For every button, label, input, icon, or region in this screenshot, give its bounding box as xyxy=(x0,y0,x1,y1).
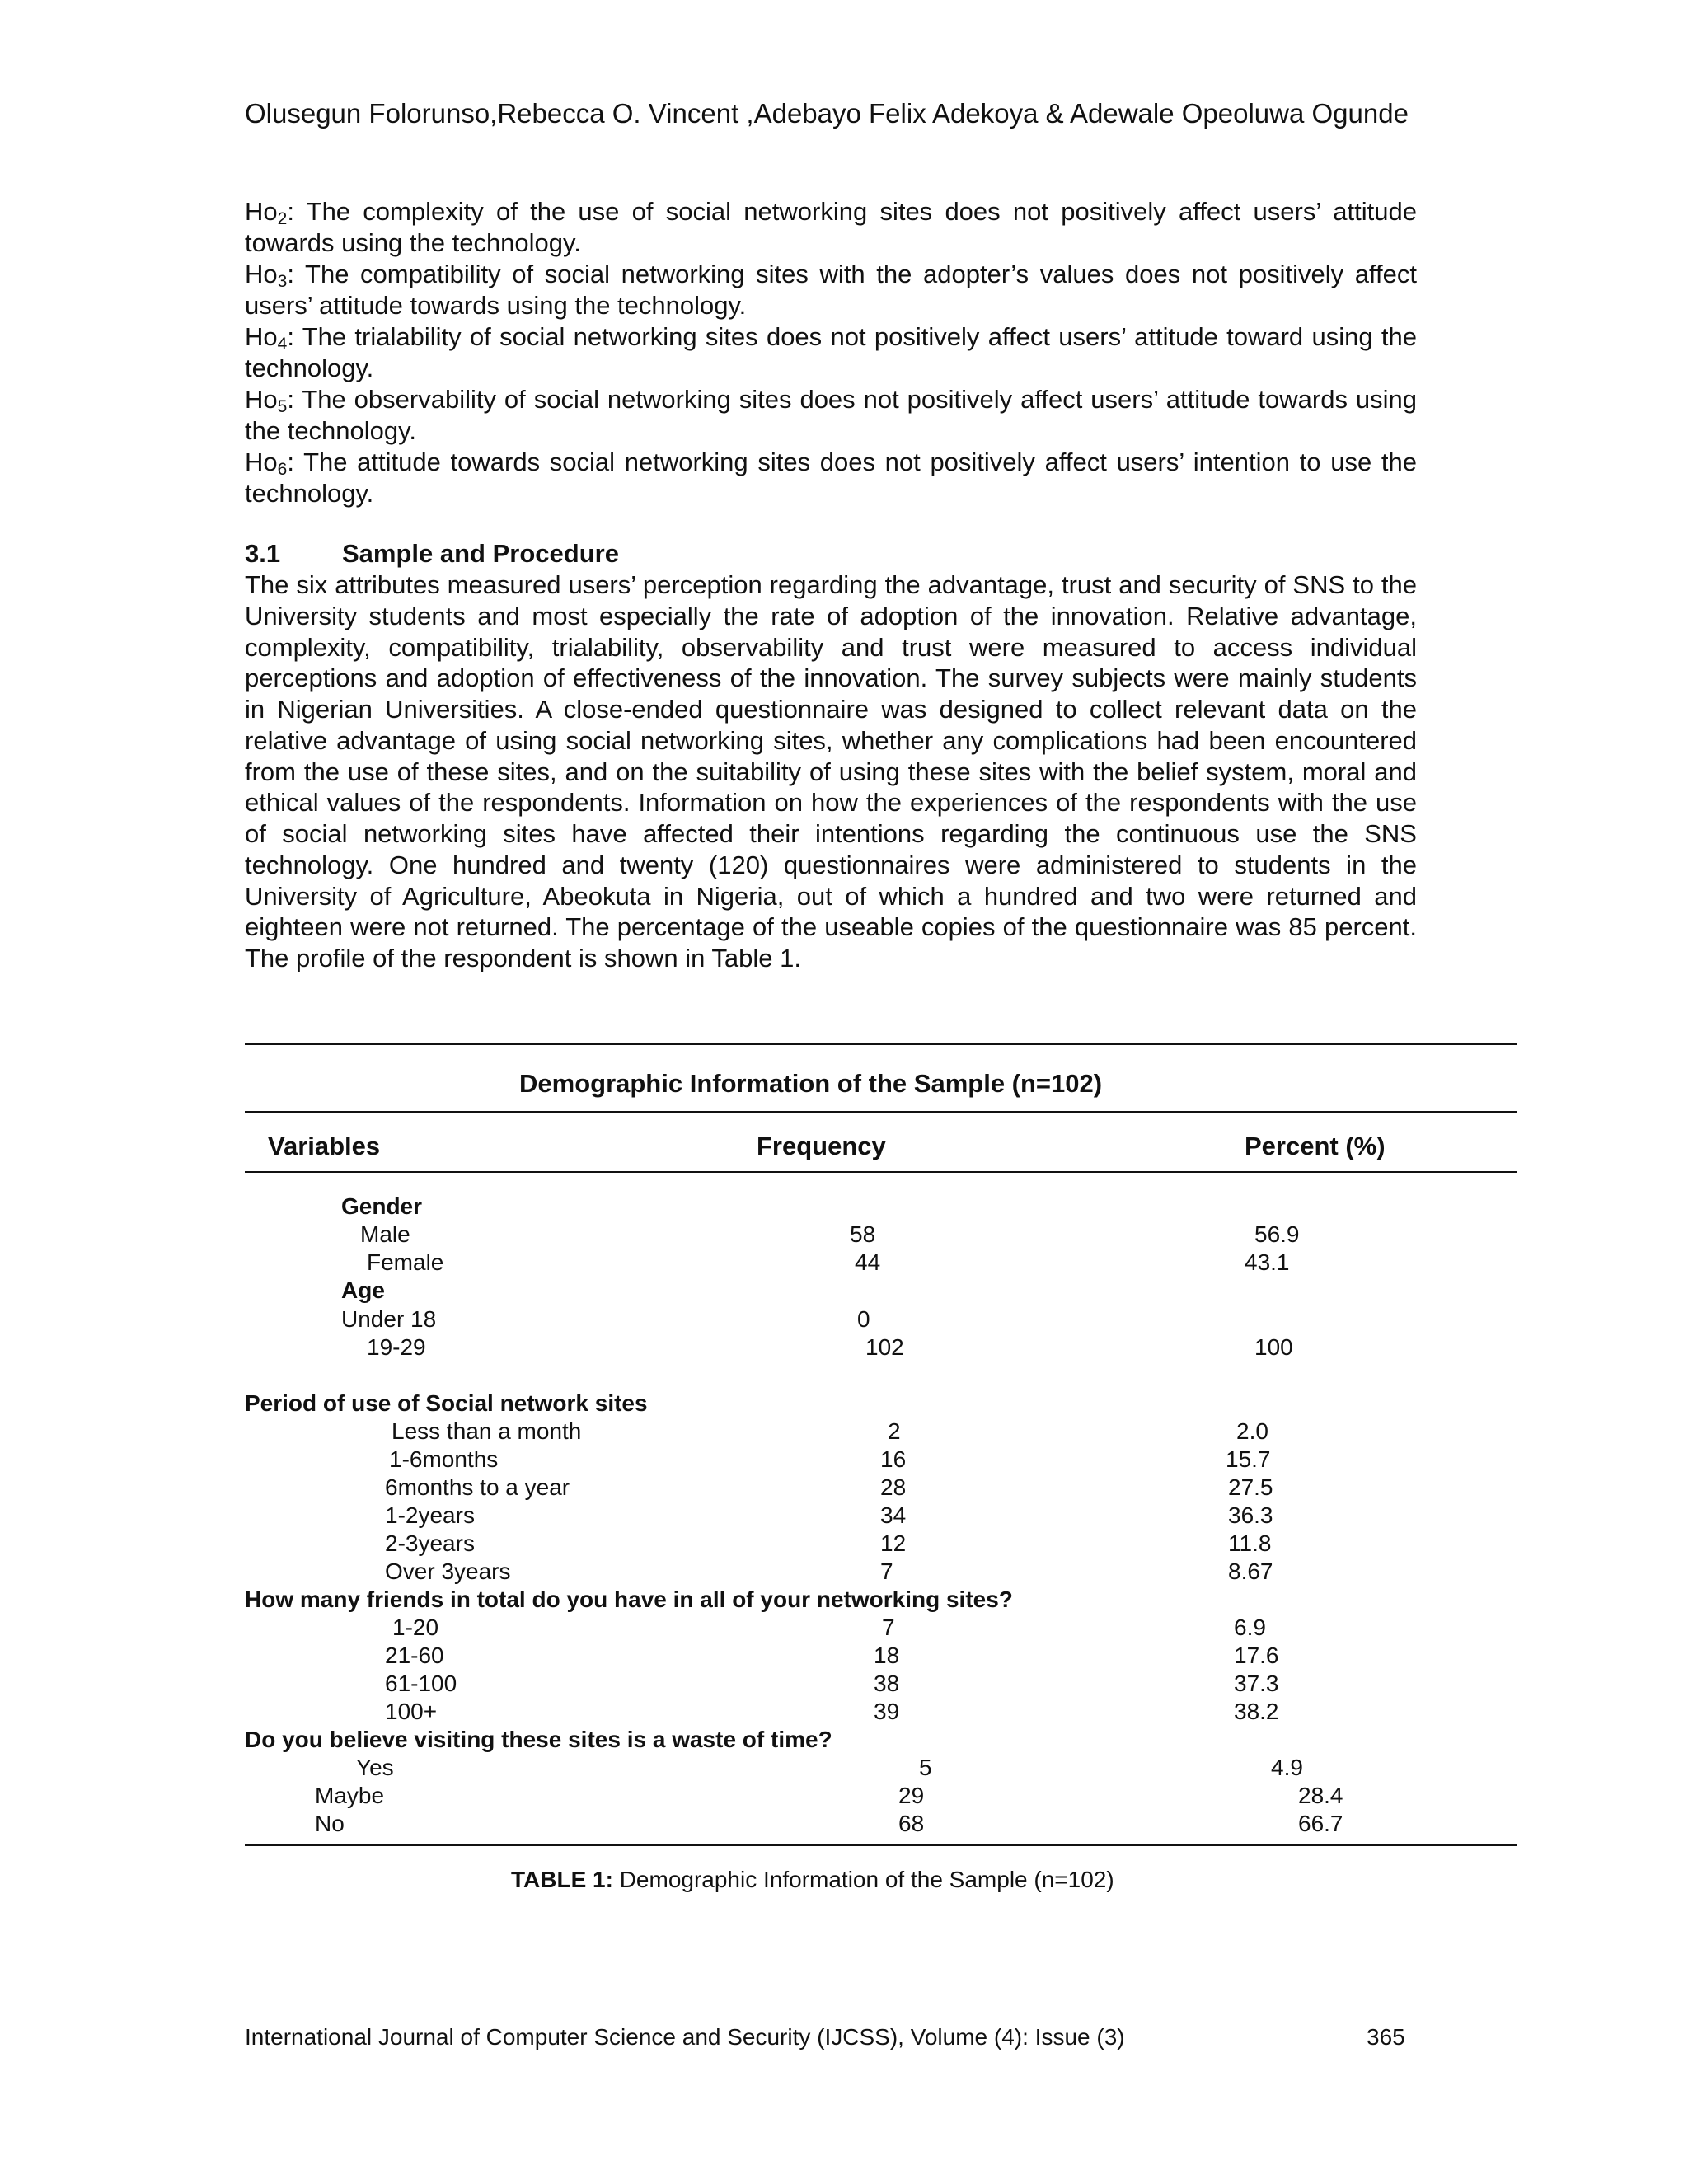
running-footer: International Journal of Computer Science and Security (IJCSS), Volume (4): Issue (3) xyxy=(245,2024,1125,2050)
group-label-gender: Gender xyxy=(341,1193,423,1219)
row-percent: 4.9 xyxy=(1271,1755,1303,1780)
row-percent: 15.7 xyxy=(1226,1446,1271,1472)
group-label-period: Period of use of Social network sites xyxy=(245,1390,648,1416)
table-caption: TABLE 1: Demographic Information of the Sample (n=102) xyxy=(511,1867,1114,1892)
row-label: 1-20 xyxy=(392,1615,439,1640)
row-frequency: 39 xyxy=(874,1699,900,1724)
row-percent: 2.0 xyxy=(1236,1418,1268,1444)
row-percent: 6.9 xyxy=(1234,1615,1266,1640)
row-label: 6months to a year xyxy=(385,1474,570,1500)
row-percent: 11.8 xyxy=(1228,1530,1272,1556)
row-frequency: 0 xyxy=(857,1306,870,1332)
row-percent: 8.67 xyxy=(1228,1558,1273,1584)
row-label: Under 18 xyxy=(341,1306,437,1332)
row-percent: 66.7 xyxy=(1298,1811,1343,1836)
hypotheses-block xyxy=(245,196,1417,509)
row-label: Male xyxy=(360,1221,410,1247)
hypothesis-2: $Ho_2$: The complexity of the use of social networking sites does not positively affect users’ attitude towards using the technology. xyxy=(245,197,1417,257)
running-header: Olusegun Folorunso,Rebecca O. Vincent ,Adebayo Felix Adekoya & Adewale Opeoluwa Ogunde xyxy=(245,98,1409,129)
row-label: Maybe xyxy=(315,1783,385,1808)
row-label: 1-2years xyxy=(385,1502,475,1528)
row-frequency: 2 xyxy=(888,1418,901,1444)
row-label: 1-6months xyxy=(389,1446,499,1472)
row-label: Over 3years xyxy=(385,1558,511,1584)
row-label: 100+ xyxy=(385,1699,438,1724)
row-percent: 17.6 xyxy=(1234,1643,1279,1668)
row-frequency: 58 xyxy=(850,1221,876,1247)
row-frequency: 102 xyxy=(865,1334,904,1360)
column-header-frequency: Frequency xyxy=(757,1132,886,1160)
row-label: Female xyxy=(367,1249,444,1275)
page-number: 365 xyxy=(1367,2024,1405,2050)
row-percent: 43.1 xyxy=(1245,1249,1290,1275)
row-label: 61-100 xyxy=(385,1671,457,1696)
row-label: Yes xyxy=(356,1755,394,1780)
hypothesis-6: $Ho_6$: The attitude towards social networking sites does not positively affect users’ intention to use the technology. xyxy=(245,448,1417,508)
row-frequency: 38 xyxy=(874,1671,900,1696)
hypothesis-4: $Ho_4$: The trialability of social networking sites does not positively affect users’ attitude toward using the technology. xyxy=(245,322,1417,382)
table-bottom-rule xyxy=(245,1844,1517,1846)
row-frequency: 16 xyxy=(880,1446,907,1472)
table-title: Demographic Information of the Sample (n=102) xyxy=(519,1069,1103,1098)
row-frequency: 7 xyxy=(882,1615,895,1640)
row-label: Less than a month xyxy=(392,1418,582,1444)
section-paragraph: The six attributes measured users’ perception regarding the advantage, trust and security of SNS to the University students and most especially the rate of adoption of the innovation. Relative advantage, complexity, compatibility, trialability, observability and trust were measured to access individual perceptions and adoption of effectiveness of the innovation. The survey subjects were mainly students in Nigerian Universities. A close-ended questionnaire was designed to collect relevant data on the relative advantage of using social networking sites, whether any complications had been encountered from the use of these sites, and on the suitability of using these sites with the belief system, moral and ethical values of the respondents. Information on how the experiences of the respondents with the use of social networking sites have affected their intentions regarding the continuous use the SNS technology. One hundred and twenty (120) questionnaires were administered to students in the University of Agriculture, Abeokuta in Nigeria, out of which a hundred and two were returned and eighteen were not returned. The percentage of the useable copies of the questionnaire was 85 percent. The profile of the respondent is shown in Table 1. xyxy=(245,570,1417,972)
section-title: Sample and Procedure xyxy=(342,539,619,568)
row-frequency: 68 xyxy=(898,1811,925,1836)
section-heading xyxy=(245,538,619,569)
column-header-variables: Variables xyxy=(268,1132,381,1160)
hypothesis-5: $Ho_5$: The observability of social networking sites does not positively affect users’ attitude towards using the technology. xyxy=(245,385,1417,445)
group-label-age: Age xyxy=(341,1277,385,1303)
row-frequency: 12 xyxy=(880,1530,907,1556)
row-percent: 56.9 xyxy=(1254,1221,1300,1247)
row-label: 2-3years xyxy=(385,1530,475,1556)
row-percent: 37.3 xyxy=(1234,1671,1279,1696)
row-percent: 28.4 xyxy=(1298,1783,1343,1808)
row-percent: 27.5 xyxy=(1228,1474,1273,1500)
row-frequency: 34 xyxy=(880,1502,907,1528)
group-label-waste: Do you believe visiting these sites is a waste of time? xyxy=(245,1727,832,1752)
row-frequency: 5 xyxy=(919,1755,932,1780)
table-header-bottom-rule xyxy=(245,1171,1517,1173)
row-percent: 100 xyxy=(1254,1334,1293,1360)
hypothesis-3: $Ho_3$: The compatibility of social networking sites with the adopter’s values does not positively affect users’ attitude towards using the technology. xyxy=(245,260,1417,320)
row-label: No xyxy=(315,1811,345,1836)
row-percent: 36.3 xyxy=(1228,1502,1273,1528)
column-header-percent: Percent (%) xyxy=(1245,1132,1386,1160)
row-frequency: 29 xyxy=(898,1783,925,1808)
row-percent: 38.2 xyxy=(1234,1699,1279,1724)
group-label-friends: How many friends in total do you have in all of your networking sites? xyxy=(245,1586,1013,1612)
row-frequency: 7 xyxy=(880,1558,893,1584)
row-frequency: 18 xyxy=(874,1643,900,1668)
row-label: 19-29 xyxy=(367,1334,426,1360)
row-label: 21-60 xyxy=(385,1643,444,1668)
table-header-rule xyxy=(245,1111,1517,1113)
section-number: 3.1 xyxy=(245,539,281,568)
table-top-rule xyxy=(245,1043,1517,1045)
row-frequency: 44 xyxy=(855,1249,881,1275)
row-frequency: 28 xyxy=(880,1474,907,1500)
